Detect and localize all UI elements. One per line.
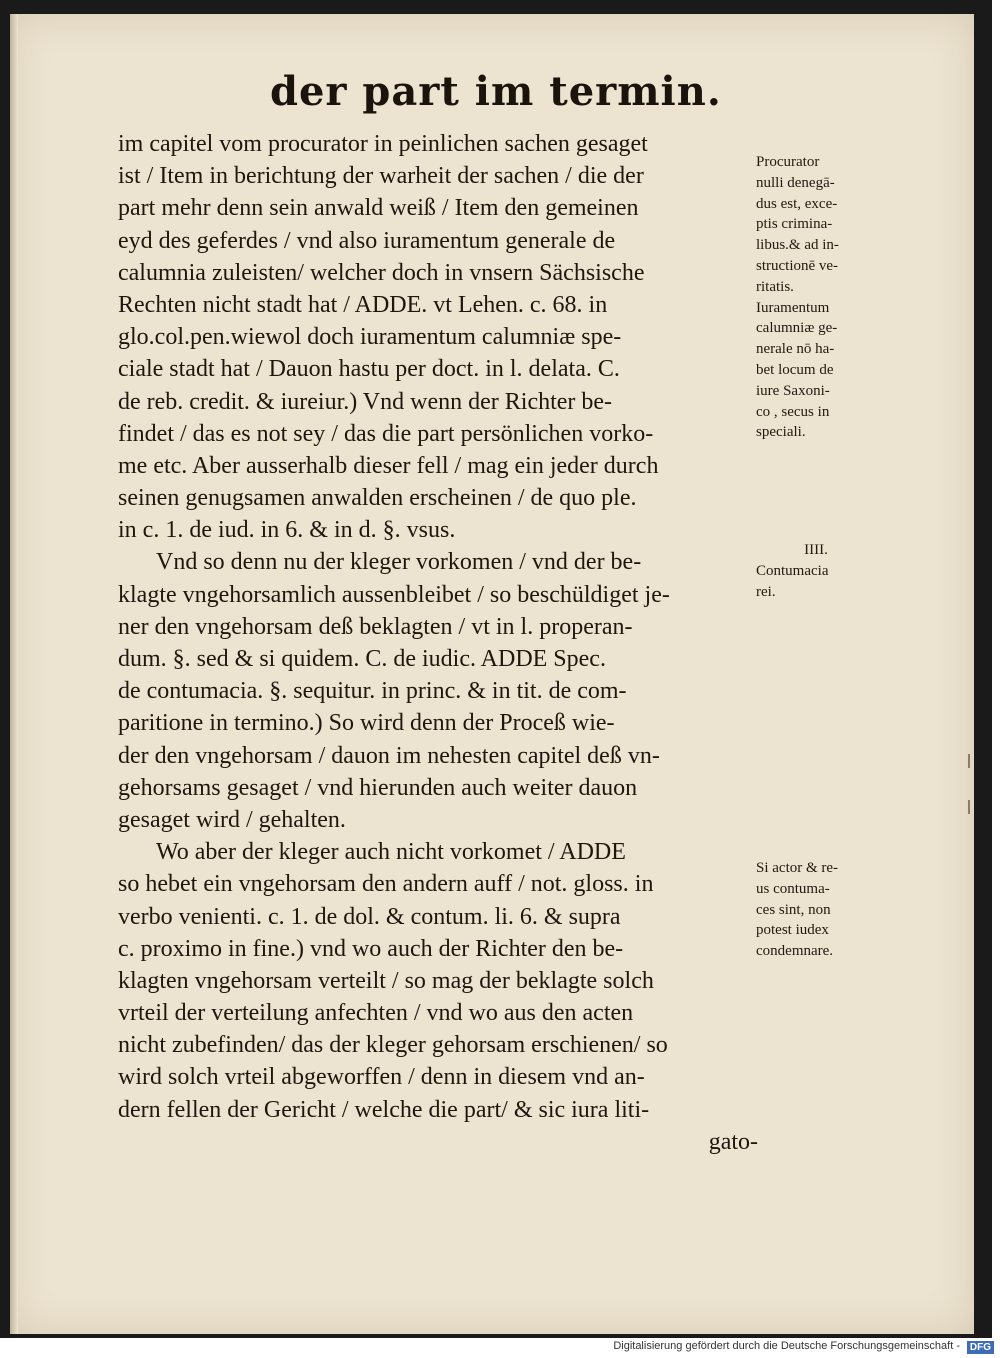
margin-note-line: ptis crimina- (756, 216, 833, 233)
margin-note-line: rei. (756, 583, 776, 600)
margin-note-line: dus est, exce- (756, 195, 838, 212)
text-line: seinen genugsamen anwalden erscheinen / de quo ple. (118, 485, 637, 512)
margin-note-line: Iuramentum (756, 299, 830, 316)
text-line: klagten vngehorsam verteilt / so mag der beklagte solch (118, 967, 654, 994)
text-line: so hebet ein vngehorsam den andern auff / not. gloss. in (118, 871, 654, 898)
margin-note-line: nulli denegā- (756, 174, 835, 191)
margin-note-contumacia (756, 540, 906, 602)
margin-note-procurator (756, 152, 906, 443)
margin-note-actor-reus (756, 858, 906, 962)
margin-note-line: Contumacia (756, 562, 829, 579)
margin-note-line: speciali. (756, 424, 806, 441)
text-line: dum. §. sed & si quidem. C. de iudic. ADDE Spec. (118, 646, 606, 672)
margin-note-line: Procurator (756, 154, 820, 170)
margin-note-line: iure Saxoni- (756, 382, 830, 399)
page-mark (968, 800, 970, 814)
catchword: gato- (708, 1128, 758, 1155)
paragraph-start-line: Wo aber der kleger auch nicht vorkomet / ADDE (156, 839, 626, 866)
text-line: paritione in termino.) So wird denn der Proceß wie- (118, 710, 615, 737)
margin-note-line: us contuma- (756, 880, 830, 897)
text-line: part mehr denn sein anwald weiß / Item den gemeinen (118, 195, 639, 222)
digitization-footer (0, 1338, 1000, 1358)
text-line: glo.col.pen.wiewol doch iuramentum calumniæ spe- (118, 324, 622, 351)
text-line: klagte vngehorsamlich aussenbleibet / so beschüldiget je- (118, 581, 670, 608)
text-line: im capitel vom procurator in peinlichen sachen gesaget (118, 131, 648, 157)
page-gutter (10, 14, 18, 1334)
funding-credit: Digitalisierung gefördert durch die Deutsche Forschungsgemeinschaft - (613, 1340, 960, 1352)
text-line: dern fellen der Gericht / welche die part/ & sic iura liti- (118, 1096, 650, 1123)
margin-note-line: bet locum de (756, 361, 834, 378)
text-line: c. proximo in fine.) vnd wo auch der Richter den be- (118, 935, 624, 962)
margin-note-line: structionē ve- (756, 257, 839, 274)
text-line: ner den vngehorsam deß beklagten / vt in l. properan- (118, 613, 633, 640)
margin-note-line: nerale nō ha- (756, 341, 835, 358)
dfg-logo-icon: DFG (967, 1341, 994, 1354)
margin-note-line: ces sint, non (756, 901, 831, 918)
section-number: IIII. (804, 542, 828, 558)
text-line: me etc. Aber ausserhalb dieser fell / mag ein jeder durch (118, 452, 659, 479)
margin-note-line: co , secus in (756, 403, 830, 420)
margin-note-line: ritatis. (756, 278, 794, 295)
running-head: der part im termin. (270, 68, 722, 115)
text-line: der den vngehorsam / dauon im nehesten capitel deß vn- (118, 742, 660, 769)
text-line: de contumacia. §. sequitur. in princ. & in tit. de com- (118, 678, 627, 705)
text-line: wird solch vrteil abgeworffen / denn in diesem vnd an- (118, 1064, 645, 1091)
margin-note-line: calumniæ ge- (756, 320, 838, 337)
text-line: de reb. credit. & iureiur.) Vnd wenn der Richter be- (118, 388, 613, 415)
text-line: gehorsams gesaget / vnd hierunden auch weiter dauon (118, 774, 638, 801)
text-line: verbo venienti. c. 1. de dol. & contum. li. 6. & supra (118, 903, 621, 930)
page-mark (968, 754, 970, 768)
text-line: gesaget wird / gehalten. (118, 806, 346, 833)
main-text-block (118, 128, 758, 1158)
text-line: nicht zubefinden/ das der kleger gehorsam erschienen/ so (118, 1032, 668, 1059)
text-line: vrteil der verteilung anfechten / vnd wo aus den acten (118, 1000, 634, 1027)
text-line: ist / Item in berichtung der warheit der sachen / die der (118, 163, 644, 190)
text-line: Rechten nicht stadt hat / ADDE. vt Lehen. c. 68. in (118, 291, 608, 318)
margin-note-line: libus.& ad in- (756, 237, 839, 254)
margin-note-line: potest iudex (756, 922, 829, 939)
text-line: ciale stadt hat / Dauon hastu per doct. in l. delata. C. (118, 356, 620, 383)
text-line: calumnia zuleisten/ welcher doch in vnsern Sächsische (118, 259, 645, 286)
margin-note-line: condemnare. (756, 943, 834, 960)
text-line: findet / das es not sey / das die part persönlichen vorko- (118, 420, 654, 447)
margin-note-line: Si actor & re- (756, 860, 839, 876)
text-line: in c. 1. de iud. in 6. & in d. §. vsus. (118, 517, 456, 544)
text-line: eyd des geferdes / vnd also iuramentum generale de (118, 227, 616, 254)
paragraph-start-line: Vnd so denn nu der kleger vorkomen / vnd der be- (156, 549, 642, 576)
